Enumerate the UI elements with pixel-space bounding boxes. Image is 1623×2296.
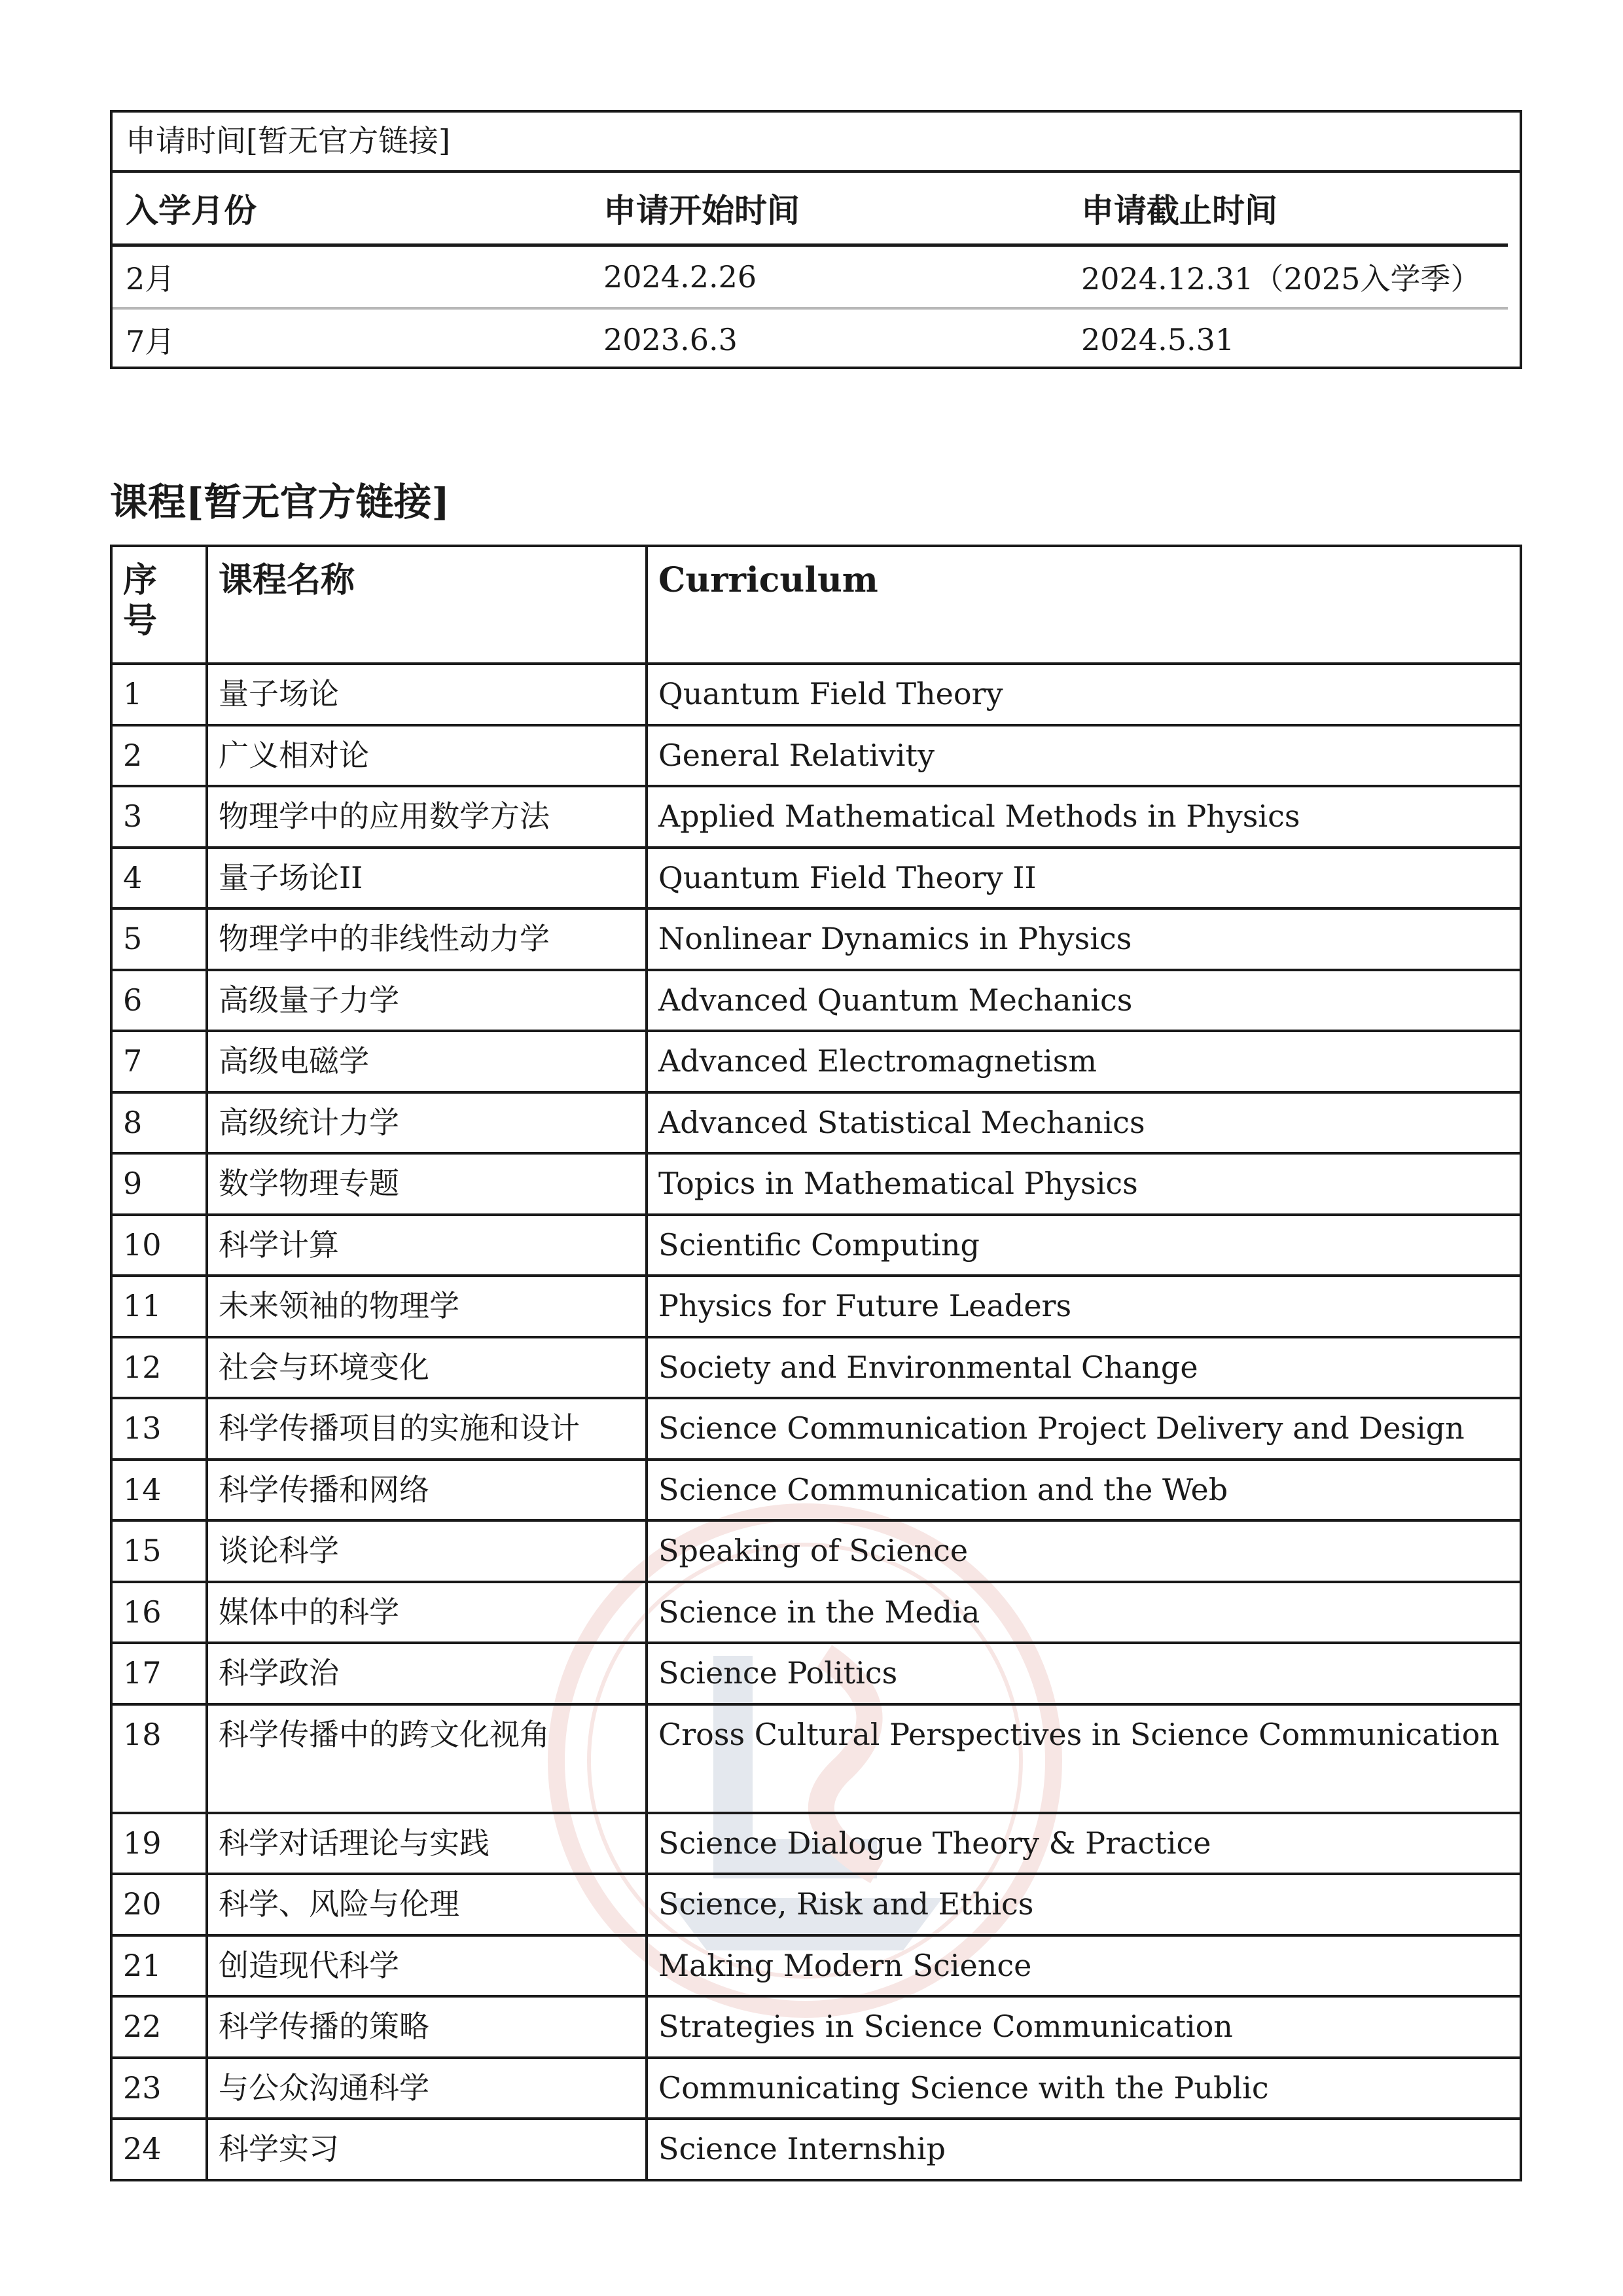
course-name-zh: 媒体中的科学: [207, 1582, 647, 1643]
application-table: [113, 173, 1508, 370]
course-number: 11: [111, 1276, 207, 1337]
application-row: [113, 308, 1508, 370]
course-name-en: Advanced Statistical Mechanics: [647, 1092, 1521, 1154]
course-number: 1: [111, 664, 207, 725]
course-number: 4: [111, 848, 207, 909]
course-name-zh: 量子场论: [207, 664, 647, 725]
course-name-en: General Relativity: [647, 725, 1521, 787]
course-name-en: Nonlinear Dynamics in Physics: [647, 908, 1521, 970]
course-name-en: Scientific Computing: [647, 1215, 1521, 1276]
course-number: 7: [111, 1031, 207, 1092]
course-table-body: [111, 664, 1521, 2180]
header-curriculum: Curriculum: [647, 546, 1521, 664]
table-row: [111, 2119, 1521, 2180]
course-name-en: Quantum Field Theory II: [647, 848, 1521, 909]
course-name-en: Science, Risk and Ethics: [647, 1874, 1521, 1935]
course-name-en: Strategies in Science Communication: [647, 1996, 1521, 2058]
course-name-en: Science Dialogue Theory & Practice: [647, 1813, 1521, 1874]
course-name-en: Communicating Science with the Public: [647, 2058, 1521, 2119]
course-name-en: Advanced Quantum Mechanics: [647, 970, 1521, 1031]
course-number: 24: [111, 2119, 207, 2180]
header-deadline: 申请截止时间: [1068, 173, 1508, 245]
course-number: 2: [111, 725, 207, 787]
table-row: [111, 1276, 1521, 1337]
course-number: 16: [111, 1582, 207, 1643]
table-row: [111, 1215, 1521, 1276]
intake-month: 7月: [126, 324, 175, 359]
course-name-zh: 科学政治: [207, 1643, 647, 1704]
start-date: 2023.6.3: [603, 322, 738, 357]
course-name-zh: 数学物理专题: [207, 1153, 647, 1215]
course-name-zh: 量子场论II: [207, 848, 647, 909]
course-name-en: Topics in Mathematical Physics: [647, 1153, 1521, 1215]
application-header-row: [113, 173, 1508, 245]
course-number: 23: [111, 2058, 207, 2119]
course-name-zh: 物理学中的非线性动力学: [207, 908, 647, 970]
table-row: [111, 1153, 1521, 1215]
table-row: [111, 1092, 1521, 1154]
course-number: 15: [111, 1520, 207, 1582]
course-number: 5: [111, 908, 207, 970]
course-name-zh: 高级统计力学: [207, 1092, 647, 1154]
table-row: [111, 1337, 1521, 1399]
table-row: [111, 1582, 1521, 1643]
course-name-en: Applied Mathematical Methods in Physics: [647, 786, 1521, 848]
course-name-en: Science Communication and the Web: [647, 1460, 1521, 1521]
course-name-en: Speaking of Science: [647, 1520, 1521, 1582]
application-caption: 申请时间[暂无官方链接]: [113, 113, 1520, 173]
table-row: [111, 908, 1521, 970]
course-number: 21: [111, 1935, 207, 1997]
course-name-zh: 科学传播中的跨文化视角: [207, 1704, 647, 1813]
table-row: [111, 1520, 1521, 1582]
table-row: [111, 848, 1521, 909]
header-number: [111, 546, 207, 664]
table-row: [111, 1643, 1521, 1704]
intake-month: 2月: [113, 245, 590, 309]
course-name-en: Quantum Field Theory: [647, 664, 1521, 725]
table-row: [111, 1460, 1521, 1521]
course-header-row: [111, 546, 1521, 664]
course-number: 19: [111, 1813, 207, 1874]
table-row: [111, 1874, 1521, 1935]
course-name-zh: 与公众沟通科学: [207, 2058, 647, 2119]
course-number: 18: [111, 1704, 207, 1813]
course-number: 10: [111, 1215, 207, 1276]
table-row: [111, 725, 1521, 787]
course-number: 17: [111, 1643, 207, 1704]
course-name-zh: 科学实习: [207, 2119, 647, 2180]
course-name-zh: 科学对话理论与实践: [207, 1813, 647, 1874]
course-name-en: Science in the Media: [647, 1582, 1521, 1643]
table-row: [111, 970, 1521, 1031]
course-name-zh: 科学传播项目的实施和设计: [207, 1398, 647, 1460]
course-name-zh: 谈论科学: [207, 1520, 647, 1582]
table-row: [111, 2058, 1521, 2119]
table-row: [111, 1704, 1521, 1813]
course-number: 22: [111, 1996, 207, 2058]
table-row: [111, 786, 1521, 848]
table-row: [111, 1813, 1521, 1874]
course-name-zh: 科学计算: [207, 1215, 647, 1276]
deadline: 2024.12.31（2025入学季）: [1068, 245, 1508, 309]
course-name-zh: 高级电磁学: [207, 1031, 647, 1092]
table-row: [111, 664, 1521, 725]
course-name-en: Society and Environmental Change: [647, 1337, 1521, 1399]
course-name-zh: 物理学中的应用数学方法: [207, 786, 647, 848]
deadline: 2024.5.31: [1081, 322, 1235, 357]
course-name-zh: 社会与环境变化: [207, 1337, 647, 1399]
course-name-en: Science Politics: [647, 1643, 1521, 1704]
course-name-zh: 科学、风险与伦理: [207, 1874, 647, 1935]
course-number: 8: [111, 1092, 207, 1154]
table-row: [111, 1398, 1521, 1460]
course-name-zh: 创造现代科学: [207, 1935, 647, 1997]
course-number: 13: [111, 1398, 207, 1460]
course-name-zh: 未来领袖的物理学: [207, 1276, 647, 1337]
course-name-zh: 广义相对论: [207, 725, 647, 787]
course-number: 6: [111, 970, 207, 1031]
table-row: [111, 1031, 1521, 1092]
start-date: 2024.2.26: [590, 245, 1068, 309]
header-course-name: 课程名称: [207, 546, 647, 664]
course-number: 12: [111, 1337, 207, 1399]
header-intake-month: 入学月份: [113, 173, 590, 245]
course-name-en: Science Internship: [647, 2119, 1521, 2180]
header-start-date: 申请开始时间: [590, 173, 1068, 245]
course-name-en: Cross Cultural Perspectives in Science Communication: [647, 1704, 1521, 1813]
course-name-en: Making Modern Science: [647, 1935, 1521, 1997]
course-number: 9: [111, 1153, 207, 1215]
course-name-en: Advanced Electromagnetism: [647, 1031, 1521, 1092]
header-number-label: 序号: [123, 560, 158, 641]
course-name-zh: 科学传播的策略: [207, 1996, 647, 2058]
course-name-zh: 高级量子力学: [207, 970, 647, 1031]
course-number: 20: [111, 1874, 207, 1935]
course-table: [110, 545, 1522, 2181]
table-row: [111, 1935, 1521, 1997]
course-name-en: Science Communication Project Delivery and Design: [647, 1398, 1521, 1460]
course-number: 14: [111, 1460, 207, 1521]
application-time-table: [110, 110, 1522, 369]
courses-title: 课程[暂无官方链接]: [110, 480, 450, 524]
course-number: 3: [111, 786, 207, 848]
course-name-en: Physics for Future Leaders: [647, 1276, 1521, 1337]
course-name-zh: 科学传播和网络: [207, 1460, 647, 1521]
table-row: [111, 1996, 1521, 2058]
application-row: [113, 245, 1508, 309]
